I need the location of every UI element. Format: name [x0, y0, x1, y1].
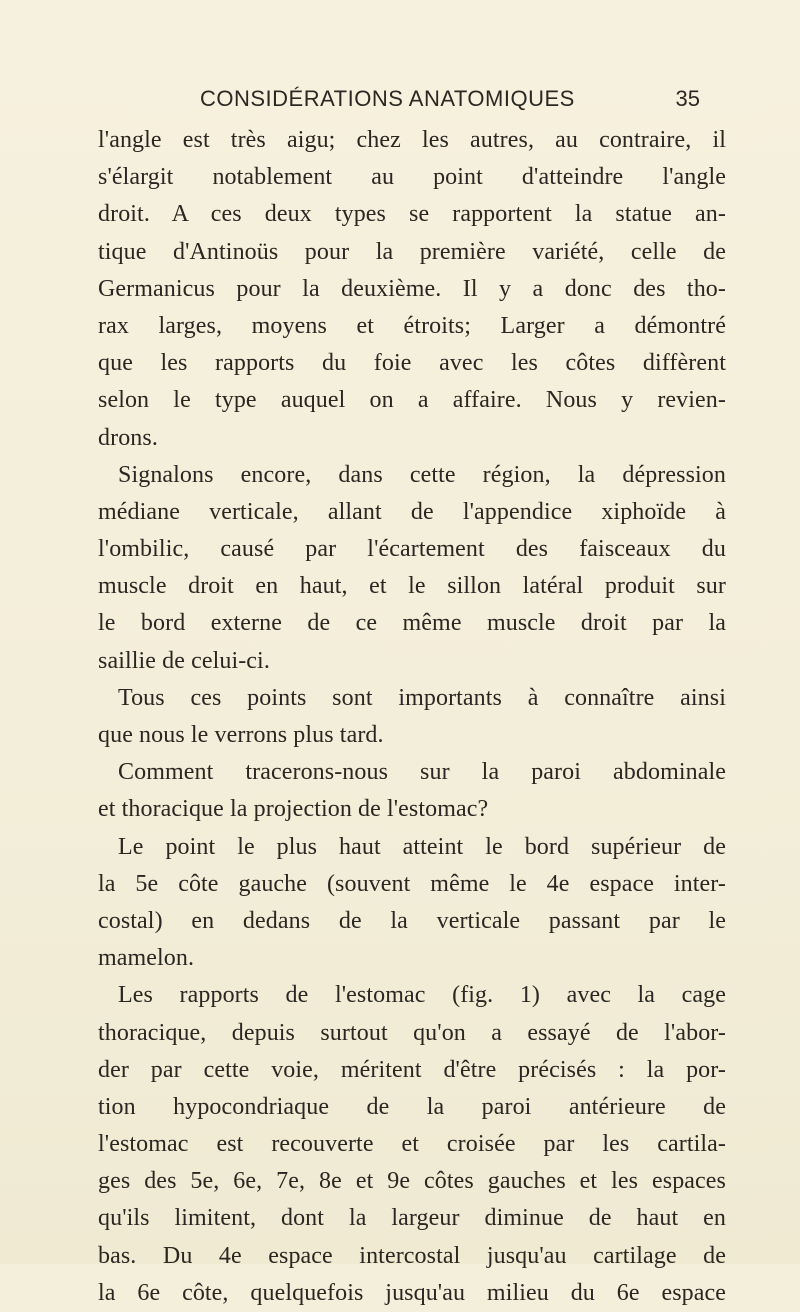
text-line: drons.: [98, 424, 158, 451]
running-title: CONSIDÉRATIONS ANATOMIQUES: [200, 86, 575, 111]
text-line: médiane verticale, allant de l'appendice xiphoïde à: [98, 498, 726, 525]
text-line: mamelon.: [98, 945, 195, 972]
text-line: l'estomac est recouverte et croisée par les cartila-: [98, 1131, 726, 1158]
text-line: Comment tracerons-nous sur la paroi abdominale: [118, 759, 726, 786]
text-line: tique d'Antinoüs pour la première variété, celle de: [98, 238, 726, 265]
text-line: rax larges, moyens et étroits; Larger a démontré: [98, 312, 726, 339]
text-line: que nous le verrons plus tard.: [98, 722, 384, 748]
text-line: muscle droit en haut, et le sillon latéral produit sur: [98, 573, 726, 600]
body-text: [98, 122, 726, 1312]
text-line: Germanicus pour la deuxième. Il y a donc des tho-: [98, 275, 726, 302]
text-line: Les rapports de l'estomac (fig. 1) avec la cage: [118, 982, 726, 1009]
text-line: et thoracique la projection de l'estomac?: [98, 796, 489, 823]
text-line: Tous ces points sont importants à connaître ainsi: [118, 684, 726, 711]
text-line: la 6e côte, quelquefois jusqu'au milieu du 6e espace: [98, 1279, 726, 1306]
text-line: bas. Du 4e espace intercostal jusqu'au cartilage de: [98, 1242, 726, 1269]
text-line: qu'ils limitent, dont la largeur diminue de haut en: [98, 1205, 726, 1232]
text-line: Signalons encore, dans cette région, la dépression: [118, 461, 726, 488]
text-line: thoracique, depuis surtout qu'on a essayé de l'abor-: [98, 1019, 726, 1046]
text-line: l'angle est très aigu; chez les autres, au contraire, il: [98, 127, 726, 153]
text-line: l'ombilic, causé par l'écartement des faisceaux du: [98, 536, 726, 563]
text-line: droit. A ces deux types se rapportent la statue an-: [98, 201, 726, 228]
page-header: [200, 86, 700, 120]
text-line: der par cette voie, méritent d'être précisés : la por-: [98, 1056, 726, 1083]
text-line: ges des 5e, 6e, 7e, 8e et 9e côtes gauches et les espaces: [98, 1168, 726, 1195]
text-line: costal) en dedans de la verticale passant par le: [98, 907, 726, 934]
page-number: 35: [675, 86, 700, 111]
text-line: que les rapports du foie avec les côtes diffèrent: [98, 350, 726, 377]
text-line: Le point le plus haut atteint le bord supérieur de: [118, 833, 726, 860]
text-line: le bord externe de ce même muscle droit par la: [98, 610, 726, 637]
text-line: s'élargit notablement au point d'atteindre l'angle: [98, 164, 726, 191]
text-line: selon le type auquel on a affaire. Nous y revien-: [98, 387, 726, 414]
text-line: la 5e côte gauche (souvent même le 4e espace inter-: [98, 870, 726, 897]
text-line: saillie de celui-ci.: [98, 647, 270, 674]
text-line: tion hypocondriaque de la paroi antérieure de: [98, 1093, 726, 1120]
